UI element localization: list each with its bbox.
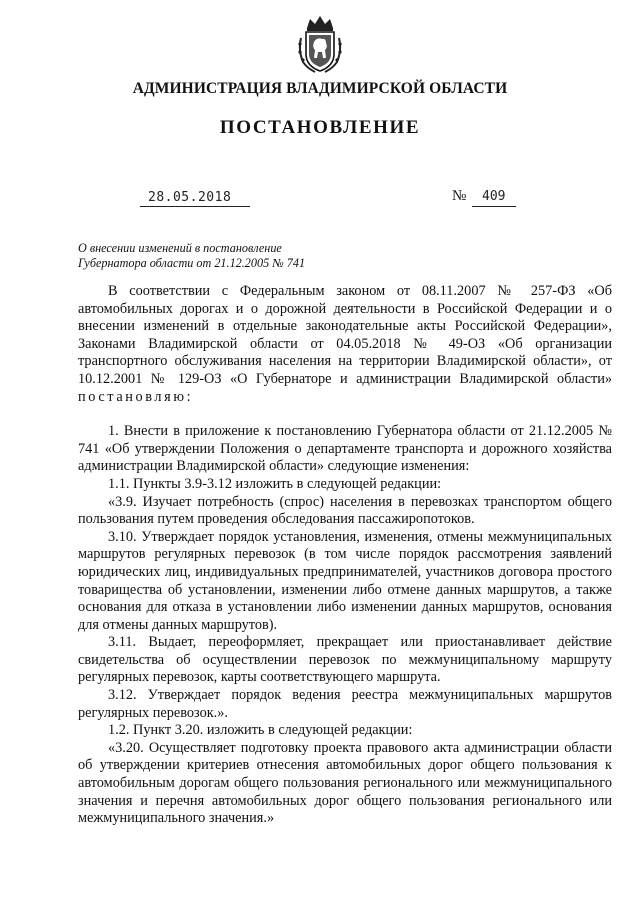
document-body — [78, 283, 612, 828]
paragraph-1-2: 1.2. Пункт 3.20. изложить в следующей редакции: — [108, 722, 413, 739]
paragraph-3-11: 3.11. Выдает, переоформляет, прекращает или приостанавливает действие свидетельства об осуществлении перевозок по межмуниципальному маршруту регулярных перевозок, карты соответствующего маршрута. — [78, 634, 612, 686]
paragraph-1: 1. Внести в приложение к постановлению Губернатора области от 21.12.2005 № 741 «Об утверждении Положения о департаменте транспорта и дорожного хозяйства администрации Владимирской области» следующие изменения: — [78, 423, 612, 475]
vladimir-region-coat-of-arms-icon — [295, 14, 345, 74]
organization-title: АДМИНИСТРАЦИЯ ВЛАДИМИРСКОЙ ОБЛАСТИ — [132, 80, 508, 97]
document-date: 28.05.2018 — [148, 190, 232, 205]
date-underline — [140, 206, 250, 207]
document-number: 409 — [482, 189, 506, 204]
paragraph-3-12: 3.12. Утверждает порядок ведения реестра межмуниципальных маршрутов регулярных перевозок.». — [78, 687, 612, 721]
subject-line-2: Губернатора области от 21.12.2005 № 741 — [78, 256, 306, 270]
paragraph-1-1: 1.1. Пункты 3.9-3.12 изложить в следующей редакции: — [108, 475, 442, 492]
document-type-title: ПОСТАНОВЛЕНИЕ — [219, 117, 421, 138]
number-underline — [472, 206, 516, 207]
preamble-text: В соответствии с Федеральным законом от 08.11.2007 № 257-ФЗ «Об автомобильных дорогах и о дорожной деятельности в Российской Федерации и о внесении изменений в отдельные законодательные акты Российской Федерации», Законами Владимирской области от 04.05.2018 № 49-ОЗ «Об организации транспортного обслуживания населения на территории Владимирской области», от 10.12.2001 № 129-ОЗ «О Губернаторе и администрации Владимирской области» — [78, 283, 612, 387]
document-subject — [78, 241, 305, 271]
paragraph-3-20: «3.20. Осуществляет подготовку проекта правового акта администрации области об утверждении критериев отнесения автомобильных дорог общего пользования к автомобильным дорогам общего пользования регионального или межмуниципального значения и перечня автомобильных дорог общего пользования регионального или межмуниципального значения.» — [78, 739, 612, 827]
subject-line-1: О внесении изменений в постановление — [78, 241, 282, 255]
number-sign: № — [452, 188, 467, 204]
paragraph-3-10: 3.10. Утверждает порядок установления, изменения, отмены межмуниципальных маршрутов регулярных перевозок (в том числе порядок рассмотрения заявлений юридических лиц, индивидуальных предпринимателей, участников договора простого товарищества об установлении, изменении либо отмене данных маршрутов, а также основания для отказа в установлении либо изменении данных маршрутов, основания для отмены данных маршрутов). — [78, 528, 612, 633]
resolve-word: постановляю: — [78, 388, 194, 405]
paragraph-3-9: «3.9. Изучает потребность (спрос) населения в перевозках транспортом общего пользования путем проведения обследования пассажиропотоков. — [78, 493, 612, 528]
preamble-paragraph — [78, 283, 612, 406]
